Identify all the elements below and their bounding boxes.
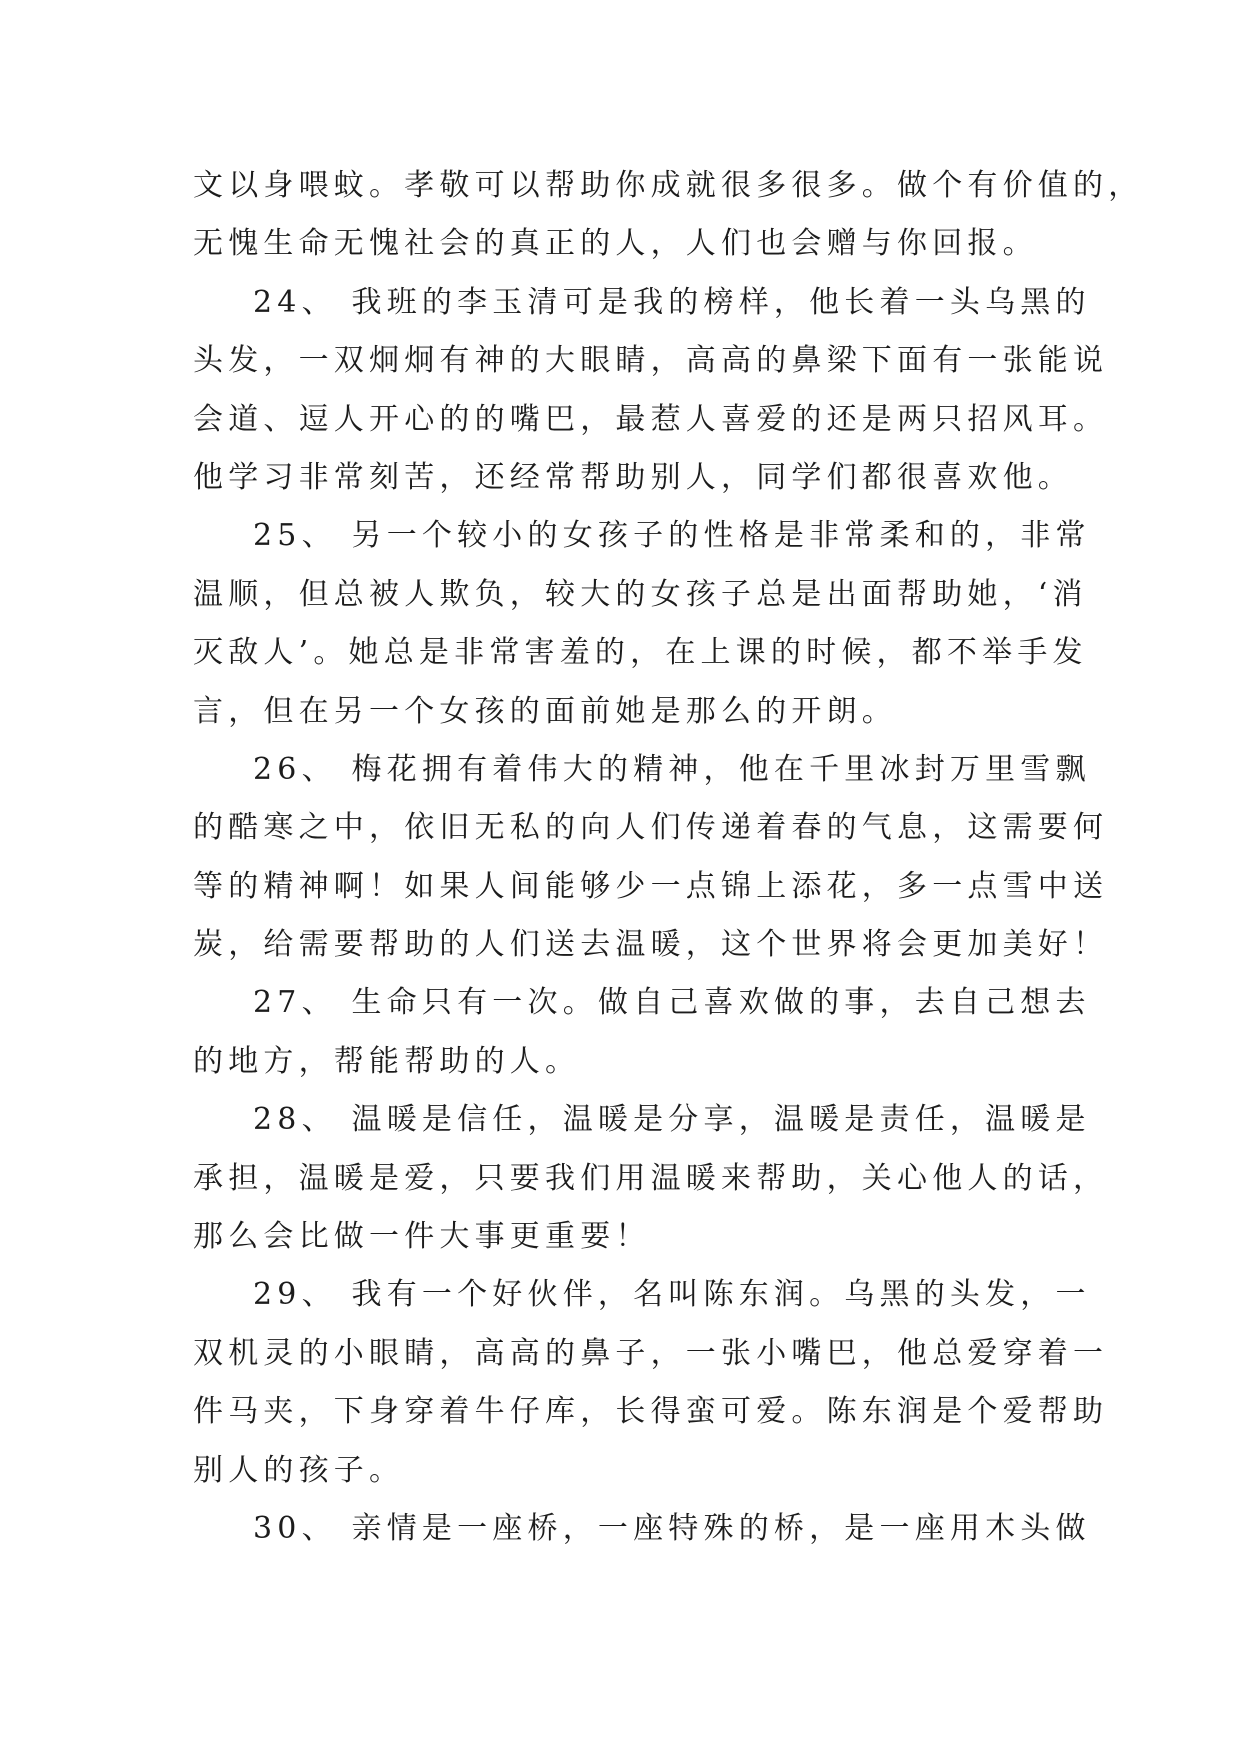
text-line: 灭敌人’。她总是非常害羞的，在上课的时候，都不举手发 [193, 635, 1088, 671]
text-line: 的酷寒之中，依旧无私的向人们传递着春的气息，这需要何 [193, 810, 1109, 846]
paragraph-first-line: 25、 另一个较小的女孩子的性格是非常柔和的，非常 [253, 518, 1091, 554]
paragraph-first-line: 24、 我班的李玉清可是我的榜样，他长着一头乌黑的 [253, 284, 1091, 320]
text-line: 那么会比做一件大事更重要！ [193, 1219, 651, 1255]
text-line: 的地方，帮能帮助的人。 [193, 1043, 581, 1079]
text-line: 承担，温暖是爱，只要我们用温暖来帮助，关心他人的话， [193, 1160, 1109, 1196]
text-line: 温顺，但总被人欺负，较大的女孩子总是出面帮助她，‘消 [193, 576, 1088, 612]
text-line: 文以身喂蚊。孝敬可以帮助你成就很多很多。做个有价值的， [193, 168, 1144, 203]
paragraph-first-line: 30、 亲情是一座桥，一座特殊的桥，是一座用木头做 [253, 1510, 1091, 1546]
text-line: 言，但在另一个女孩的面前她是那么的开朗。 [193, 693, 897, 729]
text-line: 双机灵的小眼睛，高高的鼻子，一张小嘴巴，他总爱穿着一 [193, 1335, 1109, 1371]
text-line: 头发，一双炯炯有神的大眼睛，高高的鼻梁下面有一张能说 [193, 343, 1109, 379]
text-line: 别人的孩子。 [193, 1452, 405, 1488]
paragraph-first-line: 26、 梅花拥有着伟大的精神，他在千里冰封万里雪飘 [253, 751, 1091, 787]
text-line: 等的精神啊！如果人间能够少一点锦上添花，多一点雪中送 [193, 868, 1109, 904]
text-line: 炭，给需要帮助的人们送去温暖，这个世界将会更加美好！ [193, 927, 1109, 963]
text-line: 无愧生命无愧社会的真正的人，人们也会赠与你回报。 [193, 226, 1038, 262]
paragraph-first-line: 28、 温暖是信任，温暖是分享，温暖是责任，温暖是 [253, 1102, 1091, 1138]
text-line: 件马夹，下身穿着牛仔库，长得蛮可爱。陈东润是个爱帮助 [193, 1394, 1109, 1430]
paragraph-first-line: 27、 生命只有一次。做自己喜欢做的事，去自己想去 [253, 985, 1091, 1021]
document-body [193, 157, 1144, 1558]
text-line: 他学习非常刻苦，还经常帮助别人，同学们都很喜欢他。 [193, 459, 1073, 495]
paragraph-first-line: 29、 我有一个好伙伴，名叫陈东润。乌黑的头发，一 [253, 1277, 1091, 1313]
text-line: 会道、逗人开心的的嘴巴，最惹人喜爱的还是两只招风耳。 [193, 401, 1109, 437]
